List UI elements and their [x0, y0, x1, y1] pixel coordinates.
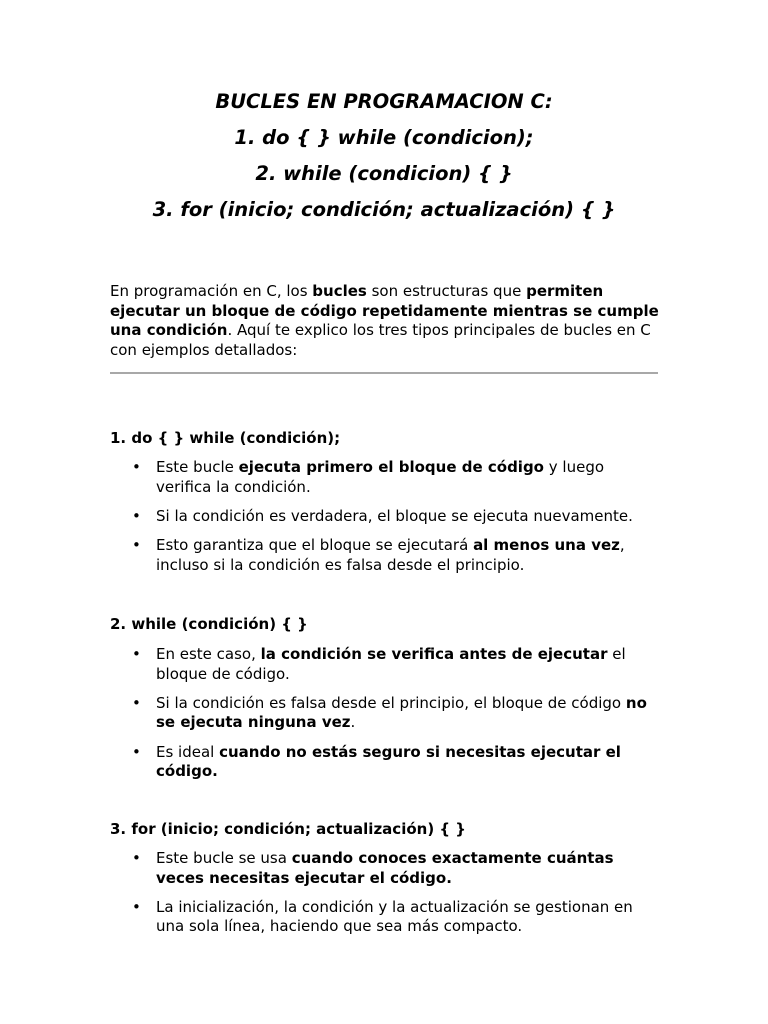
bullet-icon: • — [132, 897, 141, 916]
list-item — [110, 898, 660, 937]
bullet-icon: • — [132, 742, 141, 761]
list-item — [110, 849, 660, 888]
item-text: Esto garantiza que el bloque se ejecutará — [156, 535, 474, 554]
bullet-icon: • — [132, 693, 141, 712]
bullet-list-while — [110, 645, 660, 791]
bullet-icon: • — [132, 458, 141, 476]
list-item — [110, 645, 660, 684]
bullet-icon: • — [132, 535, 141, 554]
list-item — [110, 694, 660, 733]
item-bold: cuando conoces exactamente cuántas veces necesitas ejecutar el código. — [156, 849, 614, 887]
horizontal-divider — [110, 372, 658, 374]
item-text: Si la condición es verdadera, el bloque se ejecuta nuevamente. — [156, 506, 633, 525]
item-text: Si la condición es falsa desde el principio, el bloque de código — [156, 693, 626, 712]
bullet-icon: • — [132, 645, 141, 663]
list-item — [110, 743, 660, 782]
intro-text: . Aquí te explico los tres tipos principales de bucles en C con ejemplos detallados: — [110, 321, 651, 359]
list-item — [110, 536, 660, 575]
item-text: Es ideal — [156, 742, 220, 761]
item-text: y luego verifica la condición. — [156, 458, 605, 496]
bullet-icon: • — [132, 849, 141, 867]
section-heading-while: 2. while (condición) { } — [110, 615, 308, 633]
section-heading-for: 3. for (inicio; condición; actualización) { } — [110, 820, 466, 838]
list-item — [110, 507, 660, 527]
intro-text: son estructuras que — [366, 282, 527, 300]
title-line-2: 1. do { } while (condicion); — [234, 126, 534, 149]
intro-bold: bucles — [312, 282, 367, 300]
title-line-1: BUCLES EN PROGRAMACION C: — [215, 90, 553, 113]
intro-paragraph — [110, 282, 660, 360]
item-bold: cuando no estás seguro si necesitas ejecutar el código. — [156, 742, 621, 781]
item-text: . — [350, 713, 356, 732]
item-text: Este bucle se usa — [156, 849, 292, 867]
item-text: el bloque de código. — [156, 645, 626, 683]
item-text: Este bucle — [156, 458, 239, 476]
intro-bold: permiten ejecutar un bloque de código repetidamente mientras se cumple una condición — [110, 282, 659, 340]
item-bold: la condición se verifica antes de ejecutar — [260, 645, 608, 663]
list-item — [110, 458, 660, 497]
item-text: En este caso, — [156, 645, 261, 663]
bullet-list-for — [110, 849, 660, 947]
item-bold: al menos una vez — [473, 535, 620, 554]
title-line-3: 2. while (condicion) { } — [255, 162, 513, 185]
intro-text: En programación en C, los — [110, 282, 313, 300]
item-bold: ejecuta primero el bloque de código — [238, 458, 544, 476]
document-title — [0, 84, 768, 228]
bullet-list-do-while — [110, 458, 660, 585]
title-line-4: 3. for (inicio; condición; actualización) { } — [152, 198, 616, 221]
section-heading-do-while: 1. do { } while (condición); — [110, 429, 341, 447]
item-text: La inicialización, la condición y la actualización se gestionan en una sola línea, haciendo que sea más compacto. — [156, 897, 633, 936]
item-bold: no se ejecuta ninguna vez — [156, 693, 647, 732]
bullet-icon: • — [132, 506, 141, 525]
item-text: , incluso si la condición es falsa desde el principio. — [156, 535, 625, 574]
